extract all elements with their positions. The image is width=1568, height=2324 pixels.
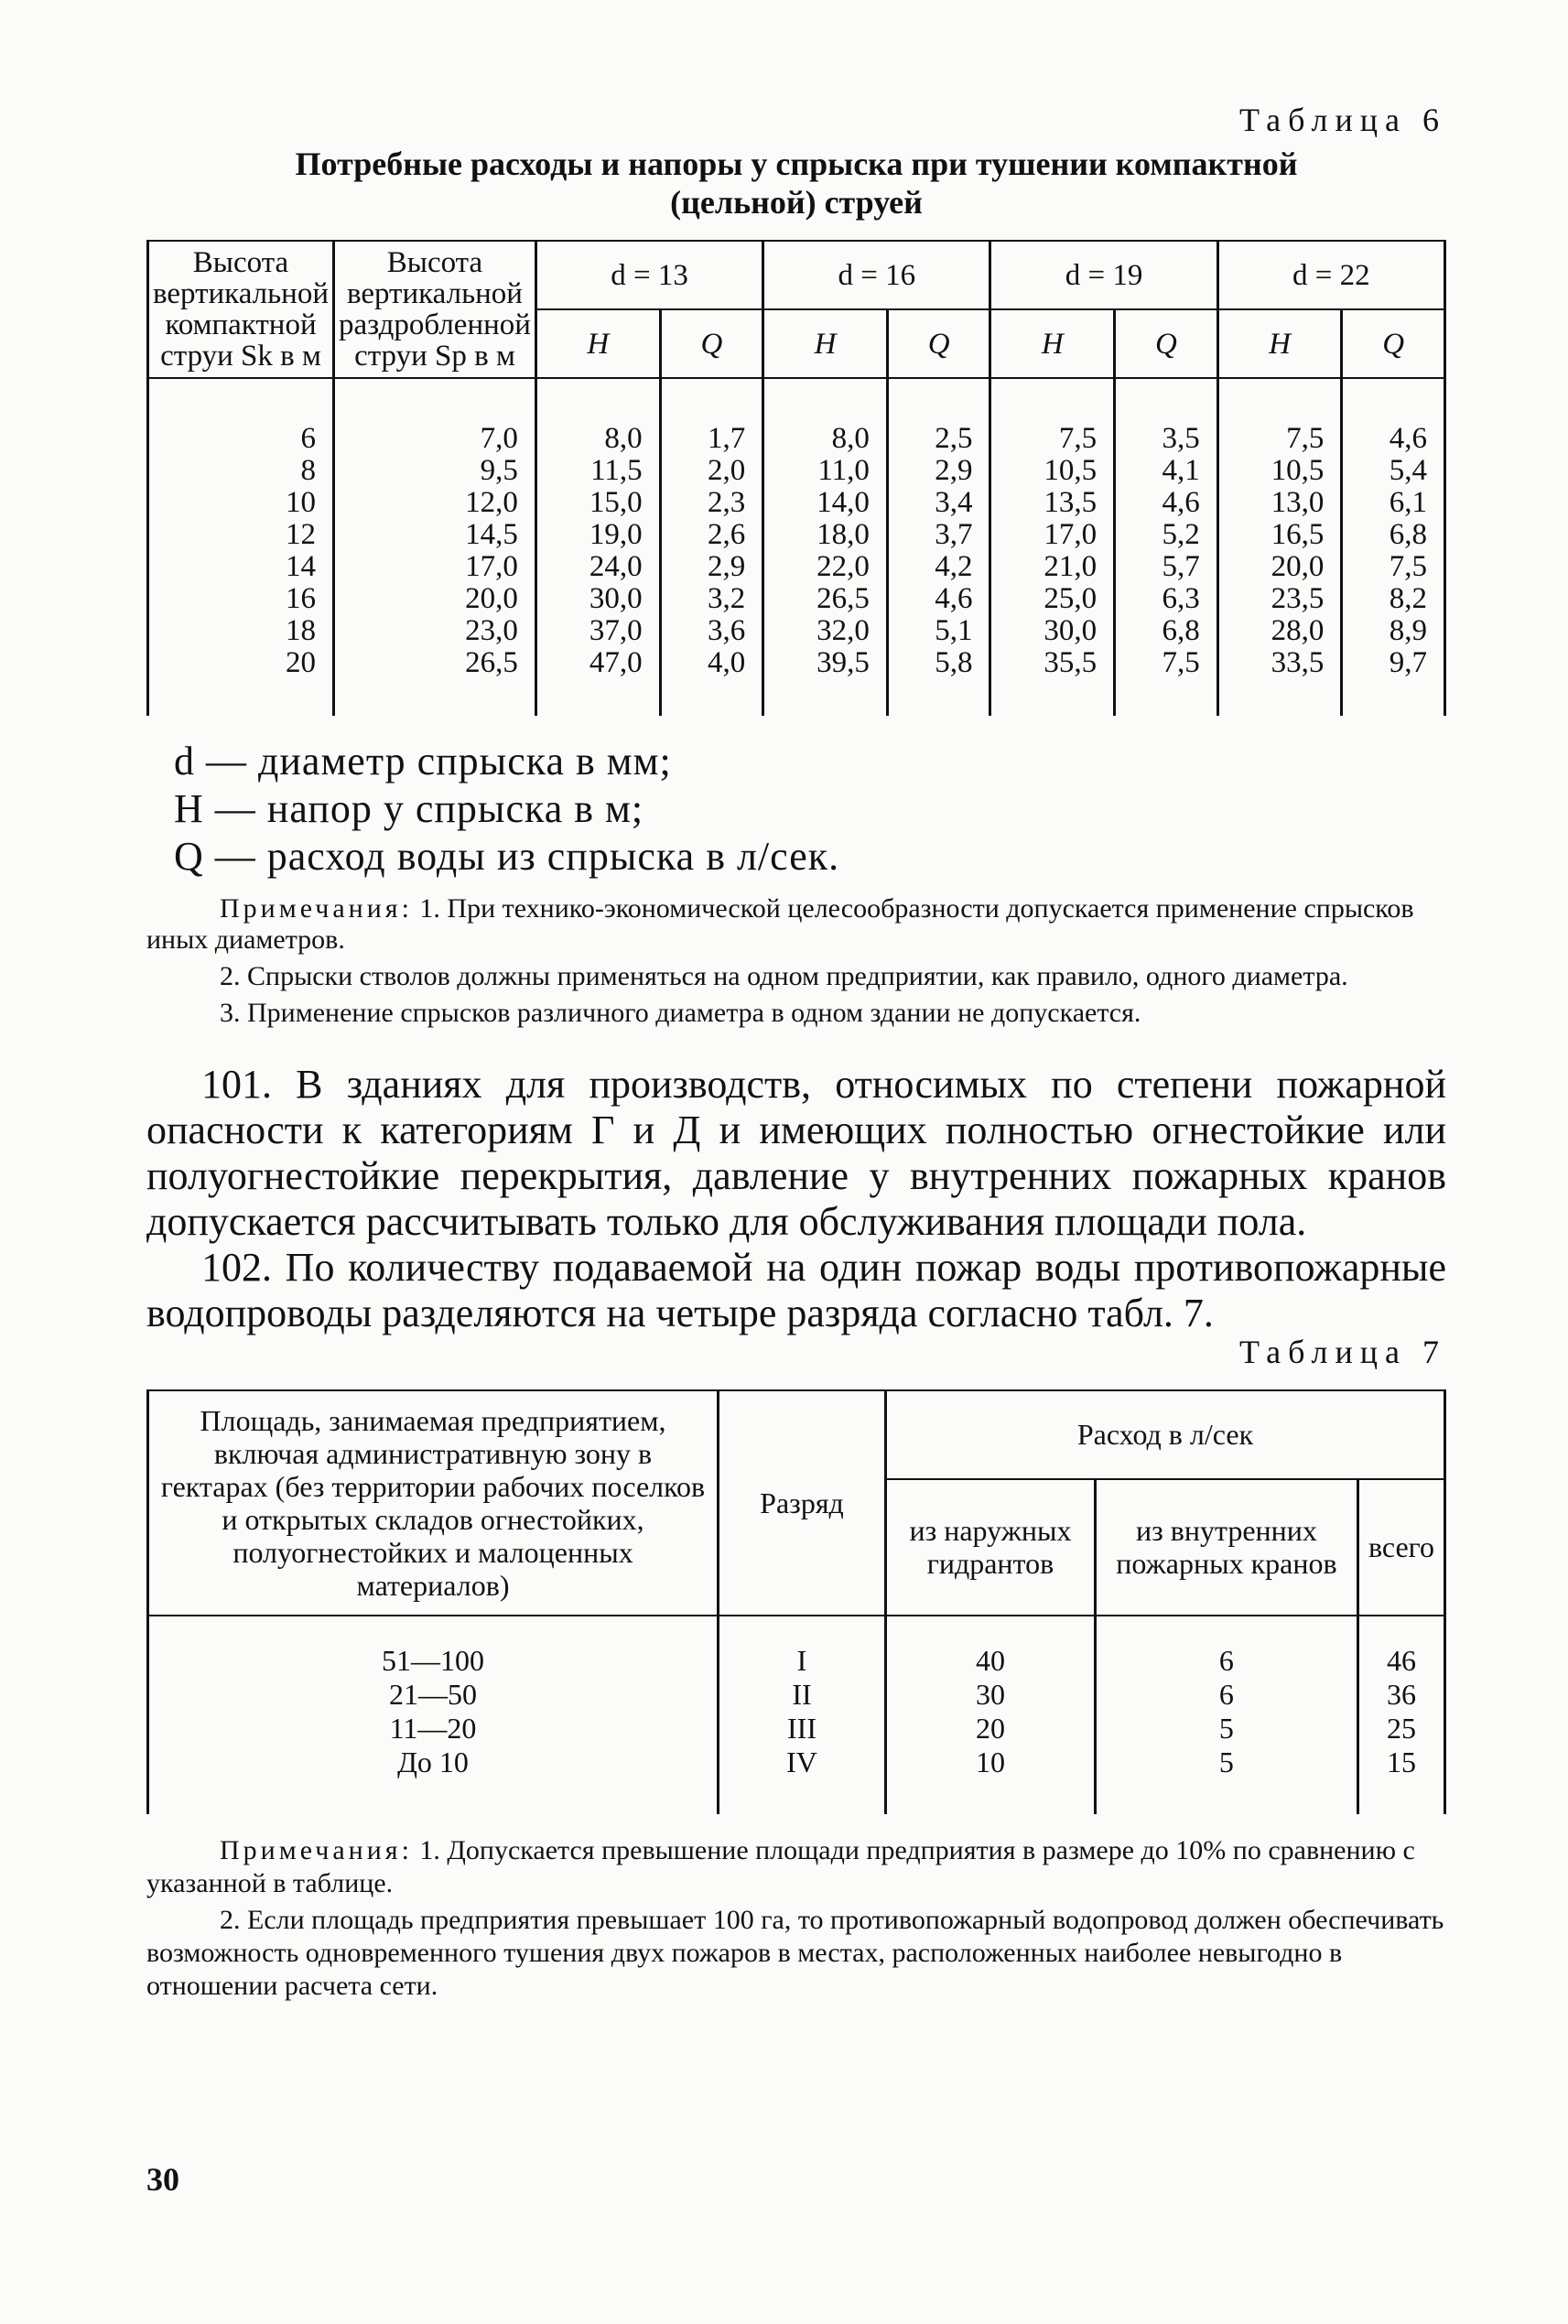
table6-cell: 7,5: [1217, 378, 1342, 455]
note-1: 1. При технико-экономической целесообразности допускается применение спрысков иных диаметров.: [146, 893, 1414, 955]
table6-cell: 5,4: [1342, 455, 1445, 487]
table6-subheader-h: H: [1217, 309, 1342, 378]
table7-cell: 20: [886, 1712, 1096, 1746]
table6-cell: 4,1: [1115, 455, 1218, 487]
table6-cell: 13,5: [990, 487, 1115, 519]
table6-cell: 10,5: [990, 455, 1115, 487]
table6-cell: 4,0: [660, 647, 763, 716]
table6-title-line1: Потребные расходы и напоры у спрыска при тушении компактной: [295, 146, 1298, 182]
table6-cell: 18,0: [763, 519, 888, 551]
table6-cell: 14,0: [763, 487, 888, 519]
table6-cell: 4,6: [1115, 487, 1218, 519]
table7-cell: 21—50: [148, 1678, 719, 1712]
table7-cell: 11—20: [148, 1712, 719, 1746]
table6-cell: 14: [148, 551, 334, 583]
table6-cell: 19,0: [535, 519, 660, 551]
table6-cell: 9,5: [333, 455, 535, 487]
table7-row: [148, 1746, 1445, 1814]
page: [146, 101, 1446, 2006]
table6-subheader-q: Q: [887, 309, 990, 378]
note-3: 3. Применение спрысков различного диаметра в одном здании не допускается.: [220, 998, 1141, 1028]
table6-header-d16: d = 16: [763, 241, 990, 309]
table7-cell: II: [719, 1678, 886, 1712]
table7-row: [148, 1712, 1445, 1746]
table6-cell: 6,1: [1342, 487, 1445, 519]
table6-cell: 7,5: [990, 378, 1115, 455]
legend-h: H — напор у спрыска в м;: [174, 786, 644, 831]
table6-cell: 30,0: [535, 583, 660, 615]
table6-cell: 33,5: [1217, 647, 1342, 716]
table6-cell: 47,0: [535, 647, 660, 716]
table6-cell: 4,6: [1342, 378, 1445, 455]
table7: [146, 1389, 1446, 1814]
table7-cell: 30: [886, 1678, 1096, 1712]
table6-cell: 2,9: [660, 551, 763, 583]
table6-cell: 16: [148, 583, 334, 615]
table7-cell: III: [719, 1712, 886, 1746]
table6-cell: 6: [148, 378, 334, 455]
table6-row: [148, 519, 1445, 551]
table6-cell: 11,0: [763, 455, 888, 487]
table7-header-area: Площадь, занимаемая предприятием, включая административную зону в гектарах (без территории рабочих поселков и открытых складов огнестойких, полуогнестойких и малоценных материалов): [148, 1390, 719, 1616]
table6-cell: 28,0: [1217, 615, 1342, 647]
table6-cell: 17,0: [990, 519, 1115, 551]
table7-cell: 46: [1357, 1616, 1444, 1678]
table6-header-sk: Высота вертикальной компактной струи Sk в м: [148, 241, 334, 378]
table6-cell: 24,0: [535, 551, 660, 583]
table6-cell: 3,7: [887, 519, 990, 551]
table7-header-inner: из внутренних пожарных кранов: [1095, 1479, 1357, 1616]
table6-subheader-q: Q: [1342, 309, 1445, 378]
table6-cell: 23,0: [333, 615, 535, 647]
table6-cell: 23,5: [1217, 583, 1342, 615]
table6-title-line2: (цельной) струей: [670, 184, 923, 221]
table6-cell: 3,4: [887, 487, 990, 519]
note2-1: 1. Допускается превышение площади предприятия в размере до 10% по сравнению с указанной в таблице.: [146, 1835, 1415, 1898]
table6-cell: 4,2: [887, 551, 990, 583]
table7-cell: 36: [1357, 1678, 1444, 1712]
table6-cell: 5,7: [1115, 551, 1218, 583]
table7-cell: 40: [886, 1616, 1096, 1678]
table7-cell: 6: [1095, 1616, 1357, 1678]
paragraph-101: 101. В зданиях для производств, относимых по степени пожарной опасности к категориям Г и Д и имеющих полностью огнестойкие или полуогнестойкие перекрытия, давление у внутренних пожарных кранов допускается рассчитывать только для обслуживания площади пола.: [146, 1062, 1446, 1244]
table6-subheader-q: Q: [1115, 309, 1218, 378]
table7-header-rank: Разряд: [719, 1390, 886, 1616]
table6-cell: 13,0: [1217, 487, 1342, 519]
table6-cell: 22,0: [763, 551, 888, 583]
table6-row: [148, 455, 1445, 487]
table6-subheader-h: H: [535, 309, 660, 378]
table6-title: [146, 145, 1446, 222]
table6-cell: 20,0: [333, 583, 535, 615]
note2-2: 2. Если площадь предприятия превышает 100 га, то противопожарный водопровод должен обеспечивать возможность одновременного тушения двух пожаров в местах, расположенных наиболее невыгодно в отношении расчета сети.: [146, 1905, 1444, 2001]
table6-cell: 8: [148, 455, 334, 487]
table6-row: [148, 378, 1445, 455]
table6-cell: 12: [148, 519, 334, 551]
table6-cell: 17,0: [333, 551, 535, 583]
table6-cell: 37,0: [535, 615, 660, 647]
table6-cell: 5,2: [1115, 519, 1218, 551]
table6-cell: 26,5: [763, 583, 888, 615]
body-text: [146, 1062, 1446, 1336]
table6-cell: 10: [148, 487, 334, 519]
table6-cell: 14,5: [333, 519, 535, 551]
table7-cell: 5: [1095, 1712, 1357, 1746]
table6-cell: 26,5: [333, 647, 535, 716]
table7-header-outer: из наружных гидрантов: [886, 1479, 1096, 1616]
table6-cell: 25,0: [990, 583, 1115, 615]
table7-header-total: всего: [1357, 1479, 1444, 1616]
table6-cell: 8,0: [535, 378, 660, 455]
paragraph-102: 102. По количеству подаваемой на один пожар воды противопожарные водопроводы разделяются на четыре разряда согласно табл. 7.: [146, 1245, 1446, 1335]
page-number: 30: [146, 2161, 179, 2198]
table7-cell: IV: [719, 1746, 886, 1814]
table6-cell: 5,1: [887, 615, 990, 647]
table6-cell: 8,0: [763, 378, 888, 455]
table6-cell: 32,0: [763, 615, 888, 647]
table6-row: [148, 551, 1445, 583]
table6-header-sp: Высота вертикальной раздробленной струи Sp в м: [333, 241, 535, 378]
table6-subheader-h: H: [763, 309, 888, 378]
table6-row: [148, 583, 1445, 615]
table6-header-d22: d = 22: [1217, 241, 1444, 309]
table6-cell: 15,0: [535, 487, 660, 519]
table6-cell: 2,3: [660, 487, 763, 519]
table6-cell: 39,5: [763, 647, 888, 716]
table6-cell: 11,5: [535, 455, 660, 487]
legend-q: Q — расход воды из спрыска в л/сек.: [174, 834, 840, 879]
table7-cell: I: [719, 1616, 886, 1678]
table6-caption: Таблица 6: [1239, 102, 1446, 138]
table6-cell: 21,0: [990, 551, 1115, 583]
table7-header-flow: Расход в л/сек: [886, 1390, 1445, 1479]
table6-cell: 10,5: [1217, 455, 1342, 487]
table6-cell: 2,0: [660, 455, 763, 487]
table6-cell: 7,0: [333, 378, 535, 455]
table6-header-d19: d = 19: [990, 241, 1217, 309]
table6-header-d13: d = 13: [535, 241, 762, 309]
table7-caption: Таблица 7: [1239, 1334, 1446, 1370]
table6-cell: 3,2: [660, 583, 763, 615]
table6-cell: 1,7: [660, 378, 763, 455]
table6-row: [148, 487, 1445, 519]
table7-cell: 15: [1357, 1746, 1444, 1814]
table6-cell: 3,5: [1115, 378, 1218, 455]
table6-row: [148, 615, 1445, 647]
legend: [174, 738, 1446, 881]
legend-d: d — диаметр спрыска в мм;: [174, 739, 672, 784]
table6-cell: 6,8: [1342, 519, 1445, 551]
table6-cell: 7,5: [1115, 647, 1218, 716]
table6-cell: 2,5: [887, 378, 990, 455]
table6-cell: 16,5: [1217, 519, 1342, 551]
table7-cell: 25: [1357, 1712, 1444, 1746]
table6-cell: 7,5: [1342, 551, 1445, 583]
note-2: 2. Спрыски стволов должны применяться на одном предприятии, как правило, одного диаметра.: [220, 961, 1348, 991]
table6-cell: 6,3: [1115, 583, 1218, 615]
table6-notes: [146, 893, 1446, 1029]
table6-cell: 30,0: [990, 615, 1115, 647]
table7-body: [148, 1616, 1445, 1814]
table6-cell: 20: [148, 647, 334, 716]
table7-cell: 6: [1095, 1678, 1357, 1712]
notes2-heading: Примечания:: [220, 1835, 413, 1865]
table6-cell: 5,8: [887, 647, 990, 716]
table6-cell: 3,6: [660, 615, 763, 647]
table6-cell: 20,0: [1217, 551, 1342, 583]
table7-cell: До 10: [148, 1746, 719, 1814]
table6-cell: 18: [148, 615, 334, 647]
table6-body: [148, 378, 1445, 716]
table6-subheader-q: Q: [660, 309, 763, 378]
table6-cell: 12,0: [333, 487, 535, 519]
table6-cell: 6,8: [1115, 615, 1218, 647]
table7-notes: [146, 1834, 1446, 2003]
table6-row: [148, 647, 1445, 716]
table6-cell: 4,6: [887, 583, 990, 615]
table7-cell: 10: [886, 1746, 1096, 1814]
table6: [146, 240, 1446, 716]
notes-heading: Примечания:: [220, 893, 413, 924]
table6-subheader-h: H: [990, 309, 1115, 378]
table7-row: [148, 1616, 1445, 1678]
table6-cell: 2,6: [660, 519, 763, 551]
table6-cell: 8,9: [1342, 615, 1445, 647]
table7-cell: 51—100: [148, 1616, 719, 1678]
table6-cell: 8,2: [1342, 583, 1445, 615]
table6-cell: 9,7: [1342, 647, 1445, 716]
table6-cell: 2,9: [887, 455, 990, 487]
table7-cell: 5: [1095, 1746, 1357, 1814]
table6-cell: 35,5: [990, 647, 1115, 716]
table7-row: [148, 1678, 1445, 1712]
